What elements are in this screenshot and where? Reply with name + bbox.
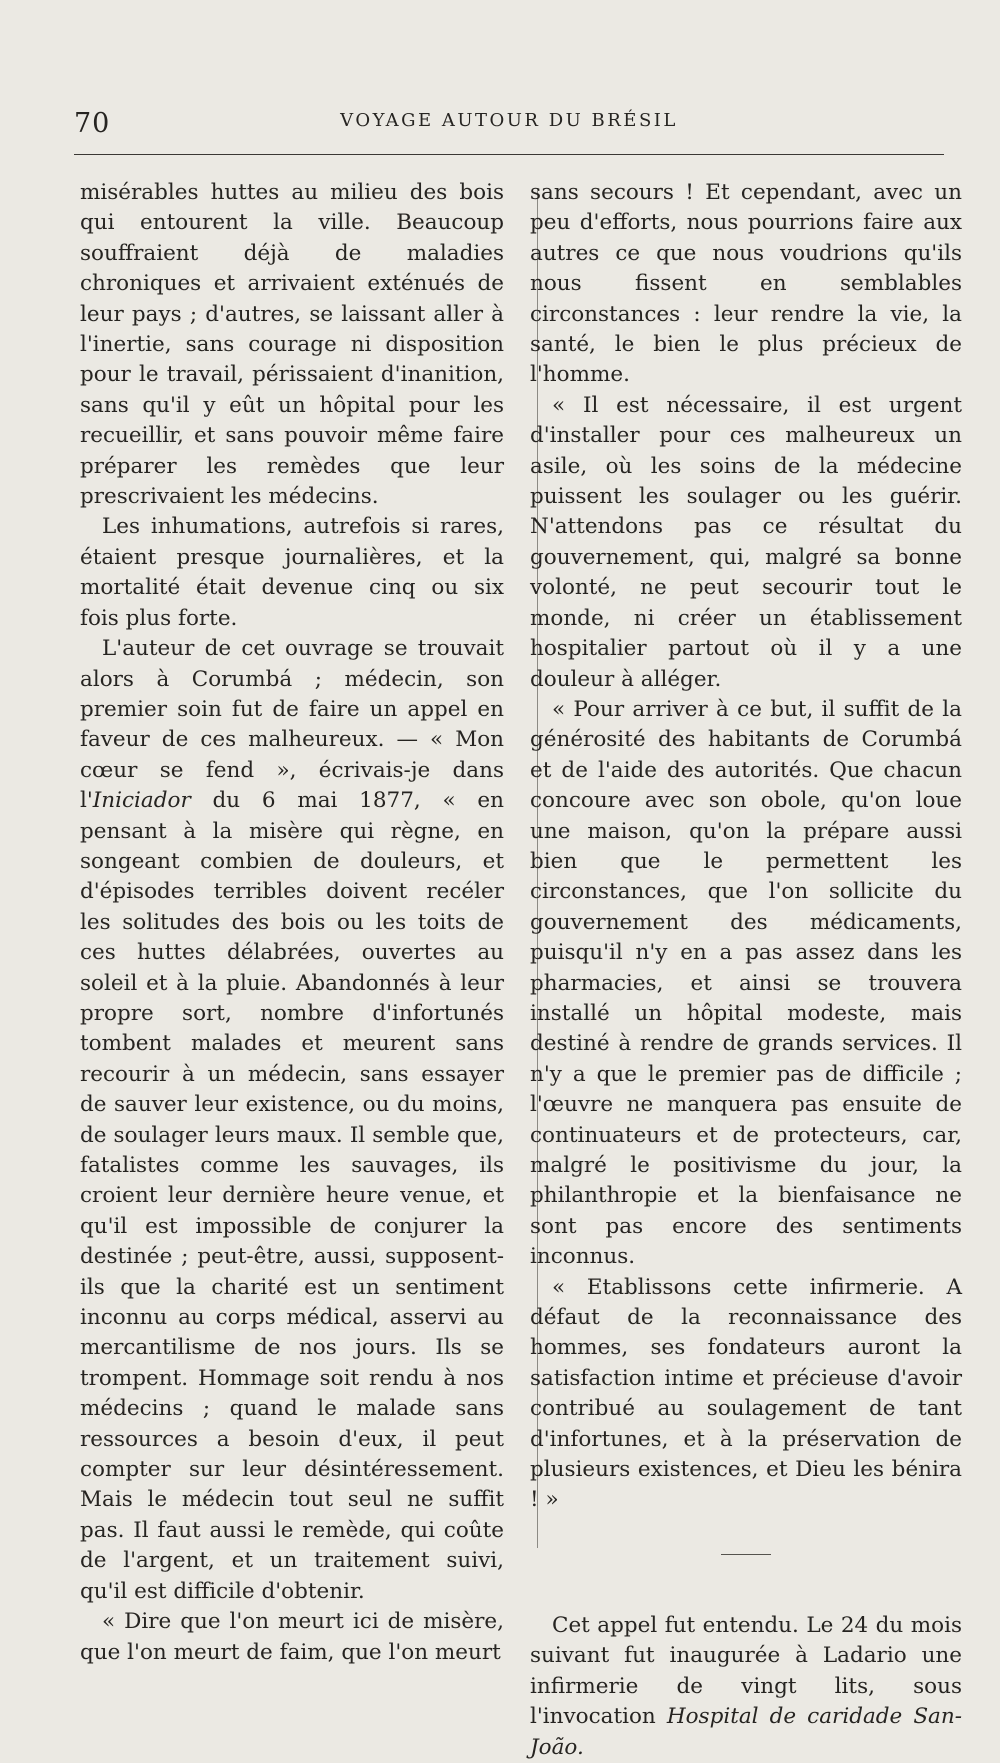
section-separator-rule (721, 1554, 771, 1555)
left-paragraph-3-part-a: L'auteur de cet ouvrage se trouvait alors à Corumbá ; médecin, son premier soin fut de faire un appel en faveur de ces malheureux. — « Mon cœur se fend », écrivais-je dans l' (80, 636, 504, 814)
left-paragraph-3-part-b: du 6 mai 1877, « en pensant à la misère qui règne, en songeant combien de douleurs, et d'épisodes terribles doivent recéler les solitudes des bois ou les toits de ces huttes délabrées, ouvertes au soleil et à la pluie. Abandonnés à leur propre sort, nombre d'infortunés tombent malades et meurent sans recourir à un médecin, sans essayer de sauver leur existence, ou du moins, de soulager leurs maux. Il semble que, fatalistes comme les sauvages, ils croient leur dernière heure venue, et qu'il est impossible de conjurer la destinée ; peut-être, aussi, supposent-ils que la charité est un sentiment inconnu au corps médical, asservi au mercantilisme de nos jours. Ils se trompent. Hommage soit rendu à nos médecins ; quand le malade sans ressources a besoin d'eux, il peut compter sur leur désintéressement. Mais le médecin tout seul ne suffit pas. Il faut aussi le remède, qui coûte de l'argent, et un traitement suivi, qu'il est difficile d'obtenir. (80, 788, 504, 1604)
page-number: 70 (74, 108, 111, 139)
left-paragraph-1: misérables huttes au milieu des bois qui entourent la ville. Beaucoup souffraient déjà de maladies chroniques et arrivaient exténués de leur pays ; d'autres, se laissant aller à l'inertie, sans courage ni disposition pour le travail, périssaient d'inanition, sans qu'il y eût un hôpital pour les recueillir, et sans pouvoir même faire préparer les remèdes que leur prescrivaient les médecins. (80, 180, 504, 510)
right-paragraph-2: « Il est nécessaire, il est urgent d'installer pour ces malheureux un asile, où les soins de la médecine puissent les soulager ou les guérir. N'attendons pas ce résultat du gouvernement, qui, malgré sa bonne volonté, ne peut secourir tout le monde, ni créer un établissement hospitalier partout où il y a une douleur à alléger. (530, 392, 962, 692)
right-column (530, 178, 962, 1763)
header-rule (74, 154, 944, 155)
left-paragraph-2: Les inhumations, autrefois si rares, étaient presque journalières, et la mortalité était devenue cinq ou six fois plus forte. (80, 514, 504, 631)
right-paragraph-5 (530, 1611, 962, 1763)
hospital-name: Hospital de caridade San-João. (530, 1704, 962, 1760)
left-paragraph-4: « Dire que l'on meurt ici de misère, que l'on meurt de faim, que l'on meurt (80, 1609, 504, 1665)
left-paragraph-3 (80, 634, 504, 1607)
left-column (80, 178, 504, 1668)
running-title: VOYAGE AUTOUR DU BRÉSIL (340, 110, 678, 131)
page-header (70, 108, 948, 148)
right-paragraph-5-part-a: Cet appel fut entendu. Le 24 du mois suivant fut inaugurée à Ladario une infirmerie de vingt lits, sous l'invocation (530, 1612, 962, 1730)
right-paragraph-4: « Etablissons cette infirmerie. A défaut de la reconnaissance des hommes, ses fondateurs auront la satisfaction intime et précieuse d'avoir contribué au soulagement de tant d'infortunes, et à la préservation de plusieurs existences, et Dieu les bénira ! » (530, 1274, 962, 1513)
newspaper-title: Iniciador (92, 788, 191, 814)
right-paragraph-1: sans secours ! Et cependant, avec un peu d'efforts, nous pourrions faire aux autres ce que nous voudrions qu'ils nous fissent en semblables circonstances : leur rendre la vie, la santé, le bien le plus précieux de l'homme. (530, 180, 962, 388)
right-paragraph-3: « Pour arriver à ce but, il suffit de la générosité des habitants de Corumbá et de l'aide des autorités. Que chacun concoure avec son obole, qu'on loue une maison, qu'on la prépare aussi bien que le permettent les circonstances, que l'on sollicite du gouvernement des médicaments, puisqu'il n'y en a pas assez dans les pharmacies, et ainsi se trouvera installé un hôpital modeste, mais destiné à rendre de grands services. Il n'y a que le premier pas de difficile ; l'œuvre ne manquera pas ensuite de continuateurs et de protecteurs, car, malgré le positivisme du jour, la philanthropie et la bienfaisance ne sont pas encore des sentiments inconnus. (530, 696, 962, 1270)
